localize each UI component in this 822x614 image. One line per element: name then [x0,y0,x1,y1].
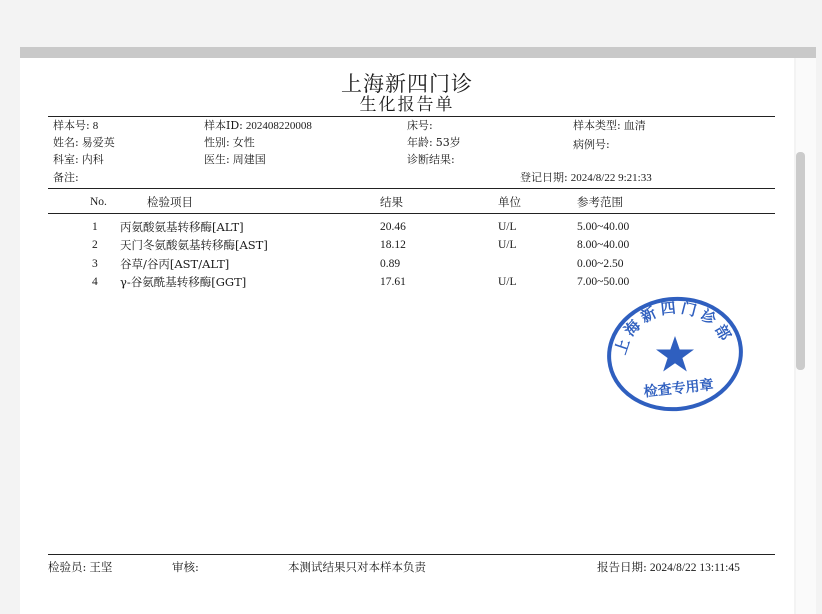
stamp-org-text: 上海新四门诊部 [611,298,737,357]
reviewer-field [172,560,199,574]
sample-type-value: 血清 [623,119,646,132]
report-date-label: 报告日期: [597,560,647,574]
department-value: 内科 [81,153,104,166]
row-item: 谷草/谷丙[AST/ALT] [120,257,230,271]
bed-no-label: 床号: [407,119,433,132]
row-no: 3 [92,258,98,270]
register-date-value: 2024/8/22 9:21:33 [570,172,652,184]
inspector-label: 检验员: [48,560,87,574]
report-date-field [597,560,740,575]
row-no: 1 [92,221,98,233]
register-date-label: 登记日期: [520,171,568,184]
sample-no-field [53,119,98,133]
sample-no-value: 8 [92,120,99,132]
sample-type-field [573,119,646,132]
row-result: 0.89 [380,258,401,270]
diagnosis-label: 诊断结果: [407,153,455,166]
sample-no-label: 样本号: [53,119,90,132]
row-item: γ-谷氨酰基转移酶[GGT] [120,275,247,289]
age-field [407,136,461,149]
header-divider [48,116,775,117]
col-header-unit: 单位 [498,195,521,209]
department-label: 科室: [53,153,79,166]
stamp-purpose-text: 检查专用章 [643,377,715,401]
star-icon [656,336,694,372]
row-range: 7.00~50.00 [577,276,630,288]
doctor-label: 医生: [204,153,230,166]
row-range: 0.00~2.50 [577,258,624,270]
viewer-toolbar [20,47,816,58]
row-no: 4 [92,276,98,288]
clinic-title: 上海新四门诊 [341,72,473,96]
report-date-value: 2024/8/22 13:11:45 [649,562,740,574]
col-header-range: 参考范围 [577,195,623,209]
gender-field [204,136,255,149]
row-result: 20.46 [380,221,406,233]
disclaimer: 本测试结果只对本样本负责 [288,560,426,574]
row-item: 丙氨酸氨基转移酶[ALT] [120,220,244,234]
sample-id-field [204,119,312,133]
row-item: 天门冬氨酸氨基转移酶[AST] [120,238,268,252]
col-header-no: No. [90,196,107,208]
col-header-result: 结果 [380,195,403,209]
sample-id-label: 样本ID: [204,119,243,132]
age-value: 53岁 [435,136,461,149]
case-no-field [573,138,613,151]
department-field [53,153,104,166]
name-label: 姓名: [53,136,79,149]
scrollbar-thumb[interactable] [796,152,805,370]
case-no-label: 病例号: [573,138,610,151]
row-range: 5.00~40.00 [577,221,630,233]
row-no: 2 [92,239,98,251]
gender-value: 女性 [232,136,255,149]
name-field [53,136,115,149]
doctor-value: 周建国 [232,153,266,166]
row-unit: U/L [498,221,517,233]
gender-label: 性别: [204,136,230,149]
sample-type-label: 样本类型: [573,119,621,132]
report-page [20,58,794,614]
age-label: 年龄: [407,136,433,149]
info-divider [48,188,775,189]
official-stamp [605,294,745,412]
row-range: 8.00~40.00 [577,239,630,251]
remark-field [53,171,82,184]
sample-id-value: 202408220008 [245,120,312,132]
remark-label: 备注: [53,171,79,184]
table-header-divider [48,213,775,214]
footer-divider [48,554,775,555]
row-result: 17.61 [380,276,406,288]
col-header-item: 检验项目 [147,195,193,209]
inspector-value: 王坚 [89,560,113,574]
row-unit: U/L [498,276,517,288]
doctor-field [204,153,266,166]
name-value: 易爱英 [81,136,115,149]
register-date-field [520,171,652,185]
report-title: 生化报告单 [359,95,455,115]
row-result: 18.12 [380,239,406,251]
inspector-field [48,560,112,574]
bed-no-field [407,119,436,132]
row-unit: U/L [498,239,517,251]
reviewer-label: 审核: [172,560,199,574]
diagnosis-field [407,153,458,166]
